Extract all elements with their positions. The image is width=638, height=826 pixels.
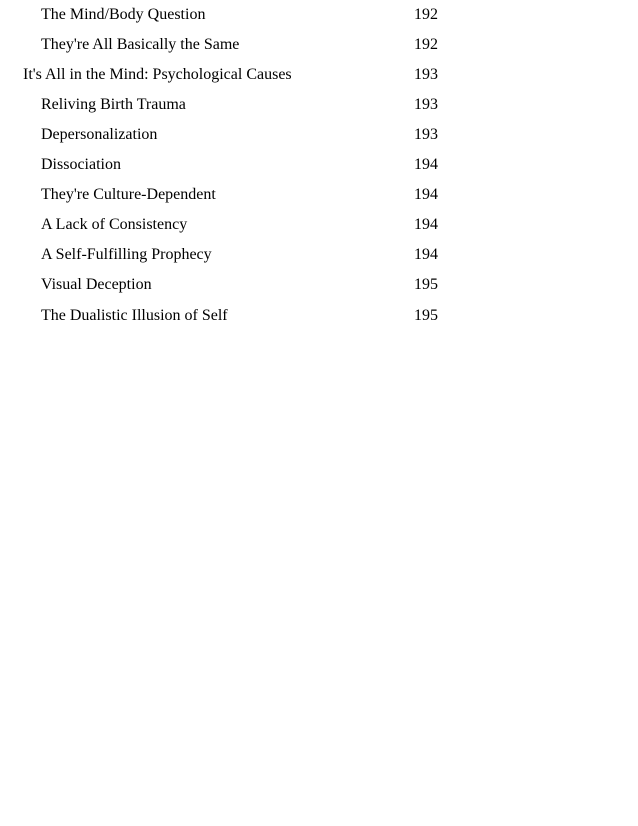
toc-entry[interactable] (0, 214, 638, 236)
toc-entry-title: They're All Basically the Same (41, 36, 240, 53)
toc-entry-page: 195 (414, 307, 438, 324)
toc-entry-title: The Dualistic Illusion of Self (41, 307, 228, 324)
toc-entry-title: Dissociation (41, 156, 121, 173)
toc-entry[interactable] (0, 154, 638, 176)
toc-entry[interactable] (0, 244, 638, 266)
toc-entry-title: Reliving Birth Trauma (41, 96, 186, 113)
toc-entry-title: Depersonalization (41, 126, 158, 143)
toc-entry-page: 192 (414, 6, 438, 23)
toc-entry-title: Visual Deception (41, 276, 152, 293)
toc-entry[interactable] (0, 34, 638, 56)
toc-entry[interactable] (0, 94, 638, 116)
toc-entry-title: The Mind/Body Question (41, 6, 206, 23)
toc-entry[interactable] (0, 64, 638, 86)
toc-entry[interactable] (0, 124, 638, 146)
toc-entry-page: 193 (414, 66, 438, 83)
toc-entry-page: 192 (414, 36, 438, 53)
toc-entry-title: It's All in the Mind: Psychological Causes (23, 66, 292, 83)
toc-entry-title: They're Culture-Dependent (41, 186, 216, 203)
toc-entry-title: A Lack of Consistency (41, 216, 188, 233)
toc-entry-page: 193 (414, 126, 438, 143)
toc-entry[interactable] (0, 4, 638, 26)
toc-entry-title: A Self-Fulfilling Prophecy (41, 246, 212, 263)
toc-entry-page: 194 (414, 156, 438, 173)
toc-entry[interactable] (0, 184, 638, 206)
toc-entry[interactable] (0, 305, 638, 327)
toc-entry-page: 194 (414, 246, 438, 263)
toc-entry-page: 193 (414, 96, 438, 113)
toc-entry-page: 194 (414, 186, 438, 203)
toc-entry-page: 195 (414, 276, 438, 293)
toc-entry-page: 194 (414, 216, 438, 233)
toc-entry[interactable] (0, 274, 638, 296)
